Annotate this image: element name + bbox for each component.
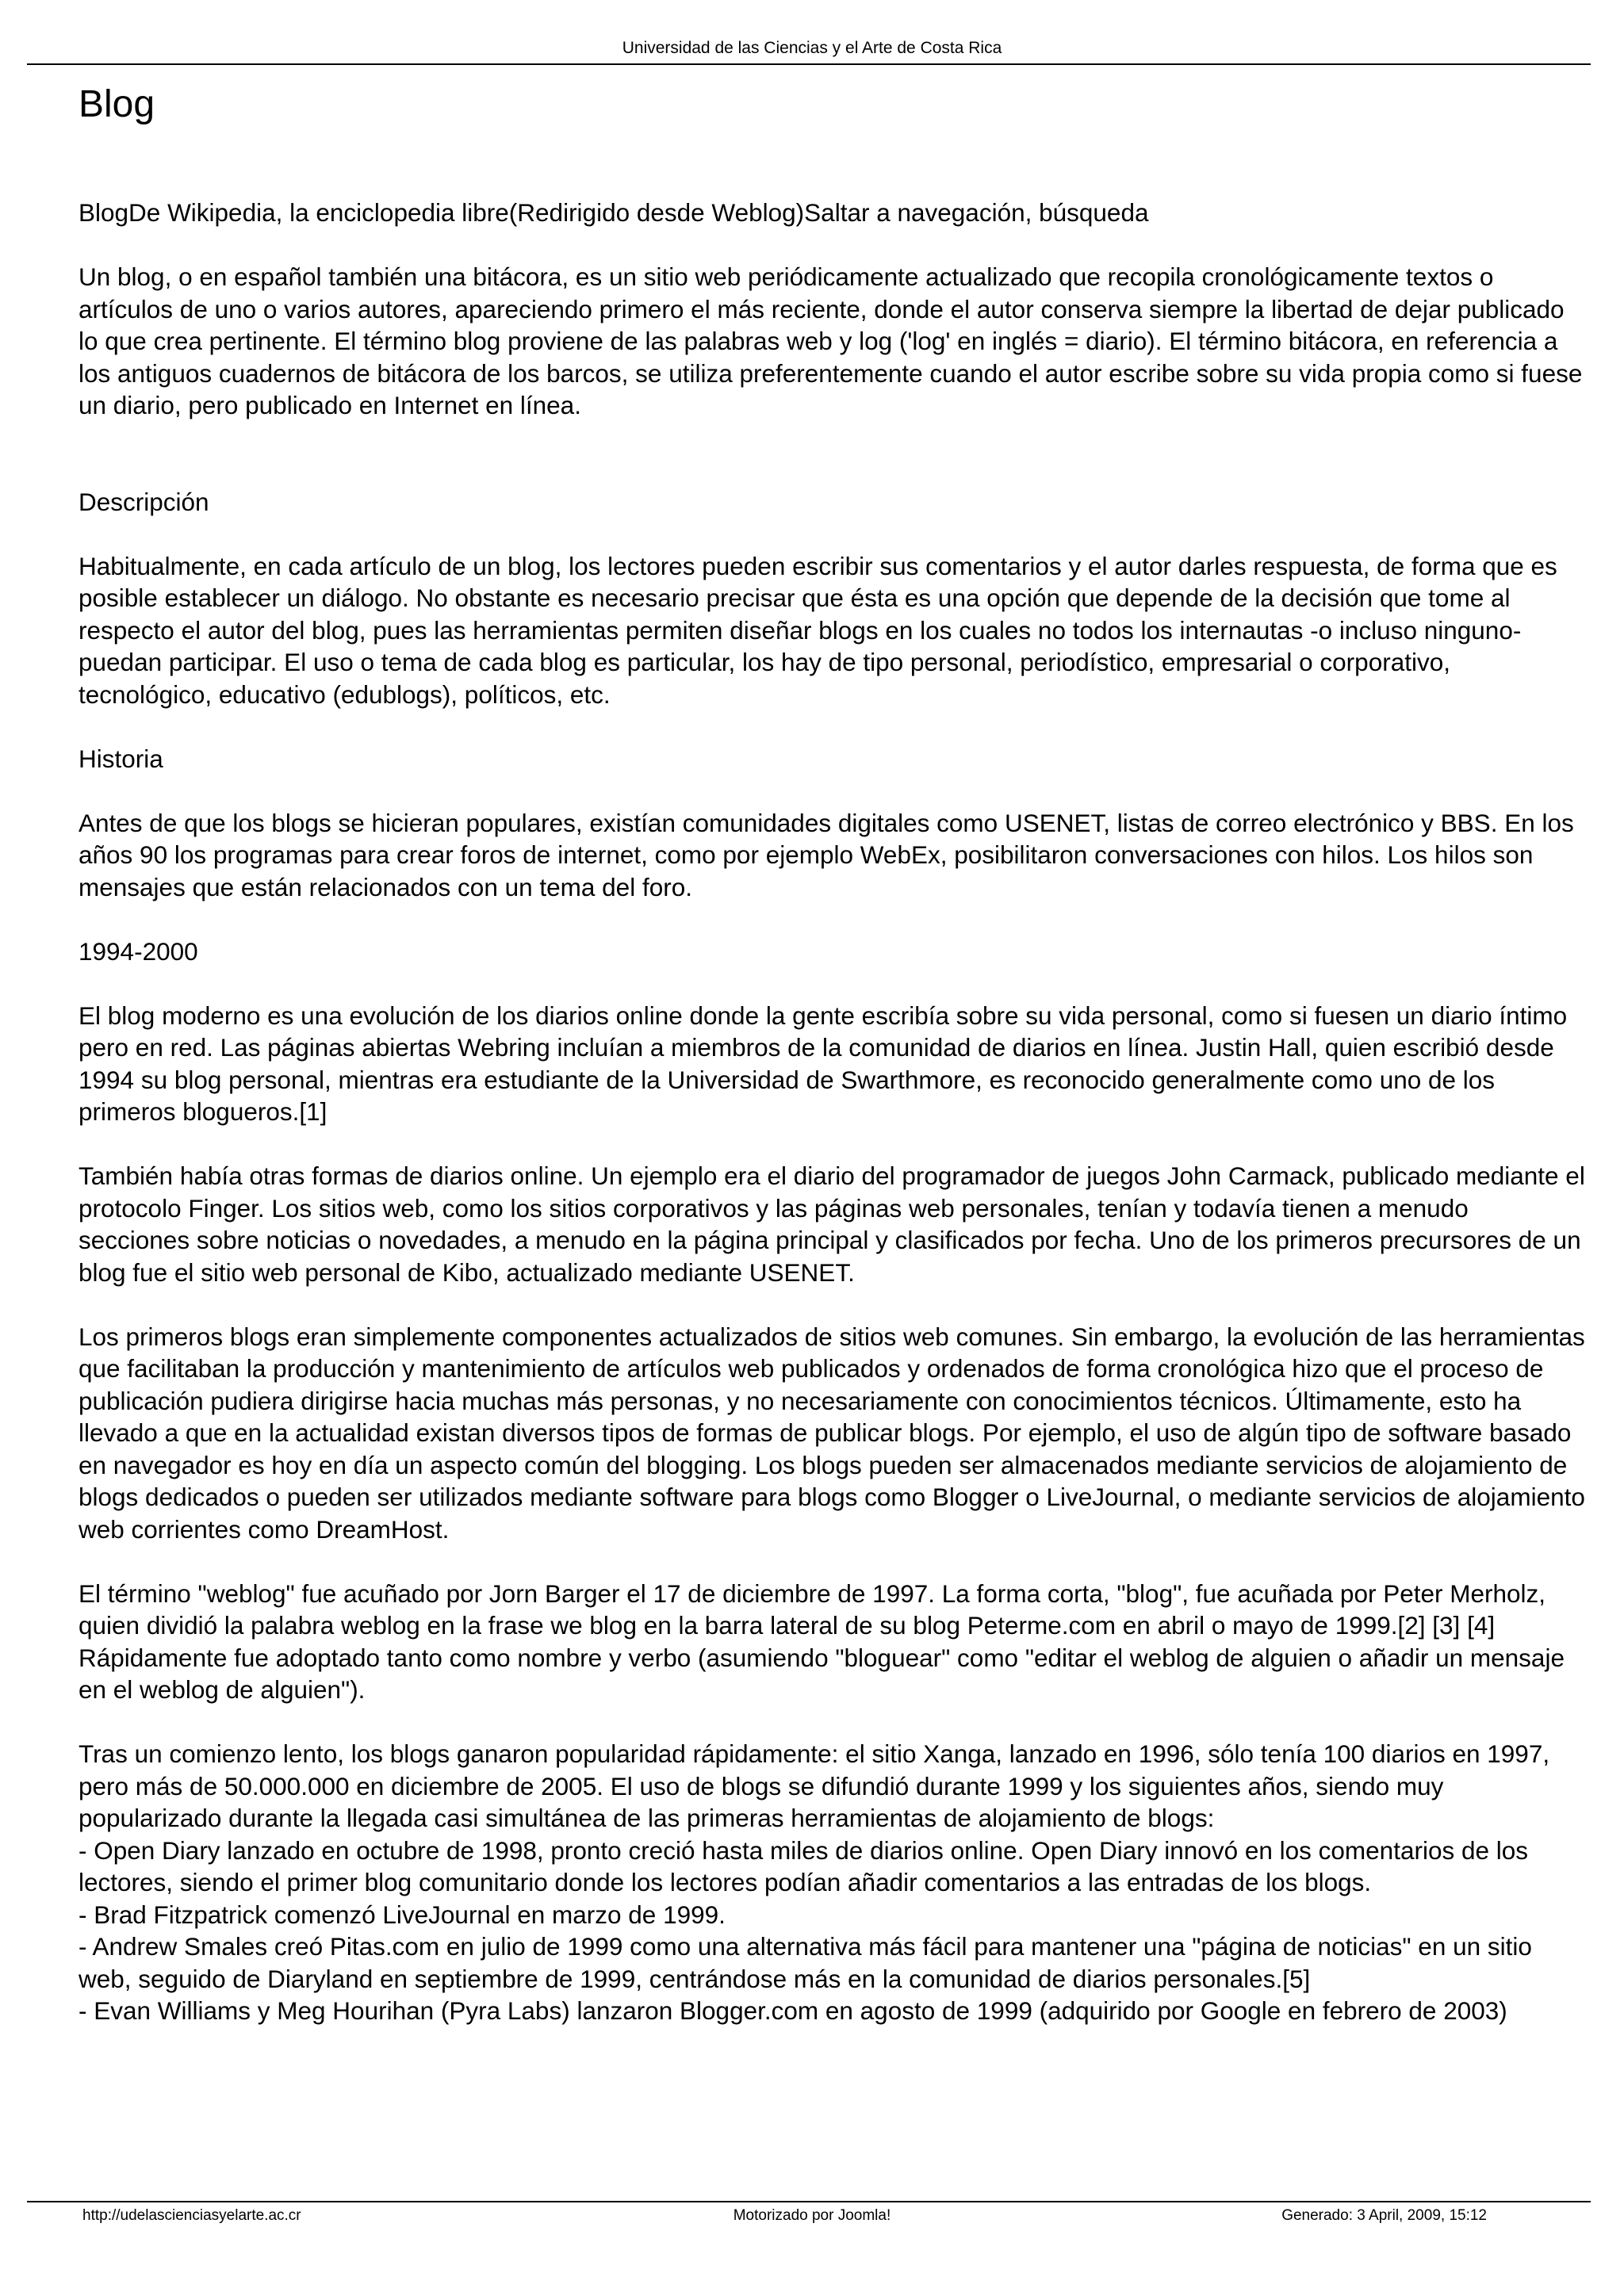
list-item: - Open Diary lanzado en octubre de 1998, pronto creció hasta miles de diarios online. Open Diary innovó en los comentarios de los lectores, siendo el primer blog comunitario donde los lectores podían añadir comentarios a las entradas de los blogs.	[79, 1835, 1529, 1896]
period-paragraph: El blog moderno es una evolución de los diarios online donde la gente escribía sobre su vida personal, como si fuesen un diario íntimo pero en red. Las páginas abiertas Webring incluían a miembros de la comunidad de diarios en línea. Justin Hall, quien escribió desde 1994 su blog personal, mientras era estudiante de la Universidad de Swarthmore, es reconocido generalmente como uno de los primeros blogueros.[1]	[79, 1001, 1568, 1126]
footer-divider	[27, 2201, 1591, 2202]
footer-powered-by: Motorizado por Joomla!	[733, 2207, 891, 2224]
site-header-title: Universidad de las Ciencias y el Arte de Costa Rica	[622, 39, 1002, 57]
list-item: - Brad Fitzpatrick comenzó LiveJournal en marzo de 1999.	[79, 1900, 726, 1929]
header-divider	[27, 63, 1591, 65]
period-paragraph: También había otras formas de diarios online. Un ejemplo era el diario del programador de juegos John Carmack, publicado mediante el protocolo Finger. Los sitios web, como los sitios corporativos y las páginas web personales, tenían y todavía tienen a menudo secciones sobre noticias o novedades, a menudo en la página principal y clasificados por fecha. Uno de los primeros precursores de un blog fue el sitio web personal de Kibo, actualizado mediante USENET.	[79, 1161, 1585, 1287]
period-paragraph: Los primeros blogs eran simplemente componentes actualizados de sitios web comunes. Sin embargo, la evolución de las herramientas que facilitaban la producción y mantenimiento de artículos web publicados y ordenados de forma cronológica hizo que el proceso de publicación pudiera dirigirse hacia muchas más personas, y no necesariamente con conocimientos técnicos. Últimamente, esto ha llevado a que en la actualidad existan diversos tipos de formas de publicar blogs. Por ejemplo, el uso de algún tipo de software basado en navegador es hoy en día un aspecto común del blogging. Los blogs pueden ser almacenados mediante servicios de alojamiento de blogs dedicados o pueden ser utilizados mediante software para blogs como Blogger o LiveJournal, o mediante servicios de alojamiento web corrientes como DreamHost.	[79, 1322, 1585, 1544]
article-body	[79, 197, 1585, 2027]
section-heading-descripcion: Descripción	[79, 487, 209, 516]
descripcion-paragraph: Habitualmente, en cada artículo de un blog, los lectores pueden escribir sus comentarios y el autor darles respuesta, de forma que es posible establecer un diálogo. No obstante es necesario precisar que ésta es una opción que depende de la decisión que tome al respecto el autor del blog, pues las herramientas permiten diseñar blogs en los cuales no todos los internautas -o incluso ninguno- puedan participar. El uso o tema de cada blog es particular, los hay de tipo personal, periodístico, empresarial o corporativo, tecnológico, educativo (edublogs), políticos, etc.	[79, 551, 1557, 709]
section-heading-historia: Historia	[79, 744, 163, 773]
section-heading-1994-2000: 1994-2000	[79, 936, 198, 966]
page-title: Blog	[79, 83, 155, 125]
historia-paragraph: Antes de que los blogs se hicieran populares, existían comunidades digitales como USENET, listas de correo electrónico y BBS. En los años 90 los programas para crear foros de internet, como por ejemplo WebEx, posibilitaron conversaciones con hilos. Los hilos son mensajes que están relacionados con un tema del foro.	[79, 808, 1574, 901]
period-paragraph: El término "weblog" fue acuñado por Jorn Barger el 17 de diciembre de 1997. La forma corta, "blog", fue acuñada por Peter Merholz, quien dividió la palabra weblog en la frase we blog en la barra lateral de su blog Peterme.com en abril o mayo de 1999.[2] [3] [4] Rápidamente fue adoptado tanto como nombre y verbo (asumiendo "bloguear" como "editar el weblog de alguien o añadir un mensaje en el weblog de alguien").	[79, 1578, 1565, 1704]
list-item: - Andrew Smales creó Pitas.com en julio de 1999 como una alternativa más fácil para mantener una "página de noticias" en un sitio web, seguido de Diaryland en septiembre de 1999, centrándose más en la comunidad de diarios personales.[5]	[79, 1932, 1532, 1993]
intro-paragraph: Un blog, o en español también una bitácora, es un sitio web periódicamente actualizado que recopila cronológicamente textos o artículos de uno o varios autores, apareciendo primero el más reciente, donde el autor conserva siempre la libertad de dejar publicado lo que crea pertinente. El término blog proviene de las palabras web y log ('log' en inglés = diario). El término bitácora, en referencia a los antiguos cuadernos de bitácora de los barcos, se utiliza preferentemente cuando el autor escribe sobre su vida propia como si fuese un diario, pero publicado en Internet en línea.	[79, 262, 1583, 419]
period-paragraph: Tras un comienzo lento, los blogs ganaron popularidad rápidamente: el sitio Xanga, lanzado en 1996, sólo tenía 100 diarios en 1997, pero más de 50.000.000 en diciembre de 2005. El uso de blogs se difundió durante 1999 y los siguientes años, siendo muy popularizado durante la llegada casi simultánea de las primeras herramientas de alojamiento de blogs:	[79, 1739, 1550, 1832]
hosting-tools-section	[79, 1738, 1585, 2027]
intro-line: BlogDe Wikipedia, la enciclopedia libre(Redirigido desde Weblog)Saltar a navegación, búsqueda	[79, 198, 1149, 227]
footer-generated-date: Generado: 3 April, 2009, 15:12	[1281, 2207, 1487, 2224]
list-item: - Evan Williams y Meg Hourihan (Pyra Labs) lanzaron Blogger.com en agosto de 1999 (adquirido por Google en febrero de 2003)	[79, 1996, 1507, 2025]
footer-url-link[interactable]: http://udelascienciasyelarte.ac.cr	[82, 2207, 301, 2224]
